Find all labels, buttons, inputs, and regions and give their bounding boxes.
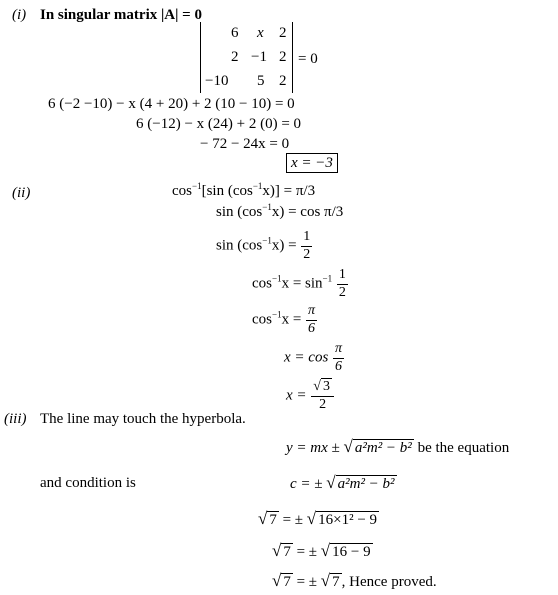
matrix-cell: 2 [279,73,287,89]
radicand: 16 − 9 [332,544,371,560]
line-end: x) = [271,237,297,254]
eq-mid: = ± [282,512,304,528]
iii-eq-3 [258,510,379,528]
line-end: x) = cos π/3 [271,204,344,220]
ii-line-2 [216,202,344,220]
iii-eq-1 [286,438,509,456]
part-i-heading: In singular matrix |A| = 0 [40,7,202,23]
ii-line-6 [284,342,345,374]
fraction [311,380,334,412]
sqrt: √ 16 − 9 [320,541,371,560]
expansion-step-1: 6 (−2 −10) − x (4 + 20) + 2 (10 − 10) = 0 [48,96,295,112]
matrix-cell: 6 [231,25,239,41]
ii-line-7 [286,380,335,412]
inverse-sup: −1 [262,202,272,212]
denominator: 2 [319,396,327,412]
sqrt: √ 7 [272,571,291,590]
inverse-sup: −1 [252,181,263,191]
sqrt: √ a²m² − b² [326,473,395,492]
sqrt: √ 7 [320,571,340,590]
inverse-sup: −1 [262,235,272,246]
radicand: 7 [283,544,291,560]
cos-text: cos [172,183,192,199]
denominator: 6 [308,320,316,336]
numerator: 1 [337,268,348,285]
matrix-cell: 5 [257,73,265,89]
expansion-step-3: − 72 − 24x = 0 [200,136,290,152]
eq-lhs: y = mx ± [286,440,340,456]
expansion-step-2: 6 (−12) − x (24) + 2 (0) = 0 [136,116,302,132]
line-mid: x = [281,311,302,328]
eq-lhs: c = ± [290,476,323,492]
line-lhs: x = cos [284,349,329,366]
determinant [200,22,293,93]
numerator: 1 [301,230,312,247]
condition-text: and condition is [40,475,136,491]
sin-cos-text: sin (cos [216,204,263,220]
fraction [306,304,317,336]
boxed-answer: x = −3 [286,153,338,173]
fraction [337,268,348,300]
sqrt: √ 7 [258,509,277,528]
cos-text: cos [252,275,272,292]
eq-mid: = ± [296,574,318,590]
part-iii-statement: The line may touch the hyperbola. [40,411,246,427]
radicand: 7 [283,574,291,590]
iii-eq-5 [272,572,437,590]
inverse-sup: −1 [272,273,282,284]
inverse-sup: −1 [322,273,333,284]
inverse-sup: −1 [272,309,282,320]
sqrt: √ 3 [313,379,330,394]
denominator: 2 [303,246,311,262]
sqrt: √ 16×1² − 9 [306,509,378,528]
line-end: x)] = π/3 [262,183,316,199]
sin-cos-text: [sin (cos [201,183,253,199]
part-ii-label: (ii) [12,185,31,201]
denominator: 2 [338,284,346,300]
matrix-cell: −10 [205,73,229,89]
radicand: 3 [322,379,330,394]
inverse-sup: −1 [192,181,202,191]
radicand: 7 [269,512,277,528]
eq-tail: be the equation [417,440,510,456]
matrix-cell: 2 [279,49,287,65]
iii-eq-2 [290,474,397,492]
numerator: π [333,342,344,359]
fraction [301,230,312,262]
cos-text: cos [252,311,272,328]
radicand: a²m² − b² [354,440,412,456]
matrix-cell: 2 [279,25,287,41]
radicand: a²m² − b² [337,476,395,492]
ii-line-1 [172,181,316,199]
hence-proved-text: , Hence proved. [341,574,437,590]
matrix-cell: x [257,25,264,41]
part-iii-label: (iii) [4,411,27,427]
numerator: π [306,304,317,321]
fraction [333,342,344,374]
ii-line-3 [216,230,313,262]
iii-eq-4 [272,542,373,560]
part-i-label: (i) [12,7,27,23]
radicand: 16×1² − 9 [318,512,378,528]
sqrt: √ 7 [272,541,291,560]
sin-cos-text: sin (cos [216,237,263,254]
line-mid: x = sin [281,275,323,292]
line-lhs: x = [286,387,307,404]
matrix-cell: 2 [231,49,239,65]
sqrt: √ a²m² − b² [343,437,412,456]
ii-line-5 [252,304,318,336]
numerator [311,380,334,397]
ii-line-4 [252,268,349,300]
denominator: 6 [335,358,343,374]
answer-x [286,156,338,171]
radicand: 7 [332,574,340,590]
determinant-equals: = 0 [298,51,318,67]
matrix-cell: −1 [251,49,267,65]
eq-mid: = ± [296,544,318,560]
